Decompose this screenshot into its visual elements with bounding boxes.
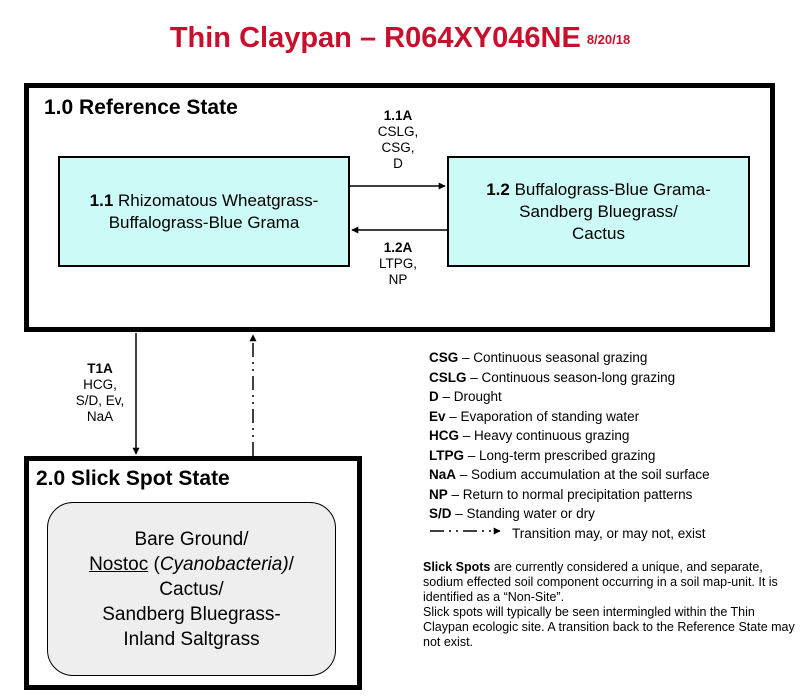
community-1-1-name-line2: Buffalograss-Blue Grama	[108, 212, 300, 232]
legend-item	[429, 387, 710, 407]
legend-abbr: NaA	[429, 467, 457, 482]
nostoc-text: Nostoc	[89, 553, 149, 575]
legend-desc: – Sodium accumulation at the soil surface	[456, 467, 710, 482]
transition-1-2A-line2: NP	[388, 272, 408, 287]
title-date: 8/20/18	[586, 32, 631, 47]
note-paragraph-1	[423, 560, 795, 605]
legend-item	[429, 485, 710, 505]
community-1-1-name-line1: Rhizomatous Wheatgrass-	[118, 190, 319, 210]
slick-spot-note	[423, 560, 795, 650]
legend-abbr: D	[429, 389, 439, 404]
transition-1-1A-code: 1.1A	[383, 108, 413, 123]
legend-dashed-item	[429, 524, 710, 544]
community-1-2-name-line1: Buffalograss-Blue Grama-	[514, 179, 711, 199]
transition-1-1A-line1: CSLG,	[377, 124, 419, 139]
community-1-2-name-line3: Cactus	[572, 223, 625, 243]
legend-abbr: S/D	[429, 506, 452, 521]
paren-open: (	[148, 553, 160, 575]
legend-item	[429, 426, 710, 446]
transition-T1A-line1: HCG,	[83, 377, 117, 392]
legend-item	[429, 407, 710, 427]
title-main: Thin Claypan – R064XY046NE	[169, 22, 581, 54]
legend-abbr: LTPG	[429, 447, 464, 463]
reference-state-title: 1.0 Reference State	[44, 96, 238, 119]
legend-item	[429, 348, 710, 368]
legend-item	[429, 465, 710, 485]
transition-1-1A-line2: CSG,	[381, 140, 415, 155]
legend-desc: – Heavy continuous grazing	[459, 428, 630, 443]
legend-desc: – Drought	[438, 389, 502, 404]
legend-abbr: CSLG	[429, 369, 467, 385]
community-1-2-name-line2: Sandberg Bluegrass/	[519, 201, 678, 221]
note-text-1: are currently considered a unique, and separate, sodium effected soil component occurring in a soil map-unit. It is identified as a “Non-Site”.	[423, 560, 778, 604]
legend-item	[429, 504, 710, 524]
legend-abbr: NP	[429, 486, 448, 502]
legend-desc: – Evaporation of standing water	[445, 408, 640, 424]
legend-abbr: Ev	[429, 408, 446, 424]
slick-community-line3: Cactus/	[159, 578, 224, 600]
legend-desc: – Long-term prescribed grazing	[464, 447, 656, 463]
slick-community-line5: Inland Saltgrass	[123, 628, 260, 650]
slick-community-line4: Sandberg Bluegrass-	[102, 603, 281, 625]
community-1-2-number: 1.2	[486, 179, 510, 199]
legend-dashed-text: Transition may, or may not, exist	[512, 525, 706, 541]
legend-desc: – Continuous season-long grazing	[466, 369, 676, 385]
slick-community-line1: Bare Ground/	[134, 528, 249, 550]
legend-abbr: HCG	[429, 428, 459, 443]
legend-desc: – Continuous seasonal grazing	[458, 350, 648, 365]
cyanobacteria-text: Cyanobacteria)	[159, 553, 289, 575]
note-paragraph-2: Slick spots will typically be seen intermingled within the Thin Claypan ecologic site. A transition back to the Reference State may not exist.	[423, 605, 795, 649]
transition-T1A-line2: S/D, Ev,	[75, 393, 125, 408]
transition-T1A-line3: NaA	[86, 409, 114, 424]
transition-T1A-code: T1A	[87, 361, 113, 376]
legend-item	[429, 446, 710, 466]
legend	[429, 348, 710, 543]
legend-item	[429, 368, 710, 388]
transition-1-2A-code: 1.2A	[383, 240, 413, 255]
transition-1-1A-line3: D	[393, 156, 403, 171]
note-lead: Slick Spots	[423, 560, 491, 574]
line2-close: /	[288, 553, 294, 575]
slick-spot-state-title: 2.0 Slick Spot State	[36, 467, 230, 490]
legend-abbr: CSG	[429, 350, 459, 365]
legend-desc: – Standing water or dry	[451, 506, 595, 521]
community-1-1-number: 1.1	[89, 190, 114, 210]
legend-desc: – Return to normal precipitation patterns	[447, 486, 693, 502]
transition-1-2A-line1: LTPG,	[378, 256, 417, 271]
